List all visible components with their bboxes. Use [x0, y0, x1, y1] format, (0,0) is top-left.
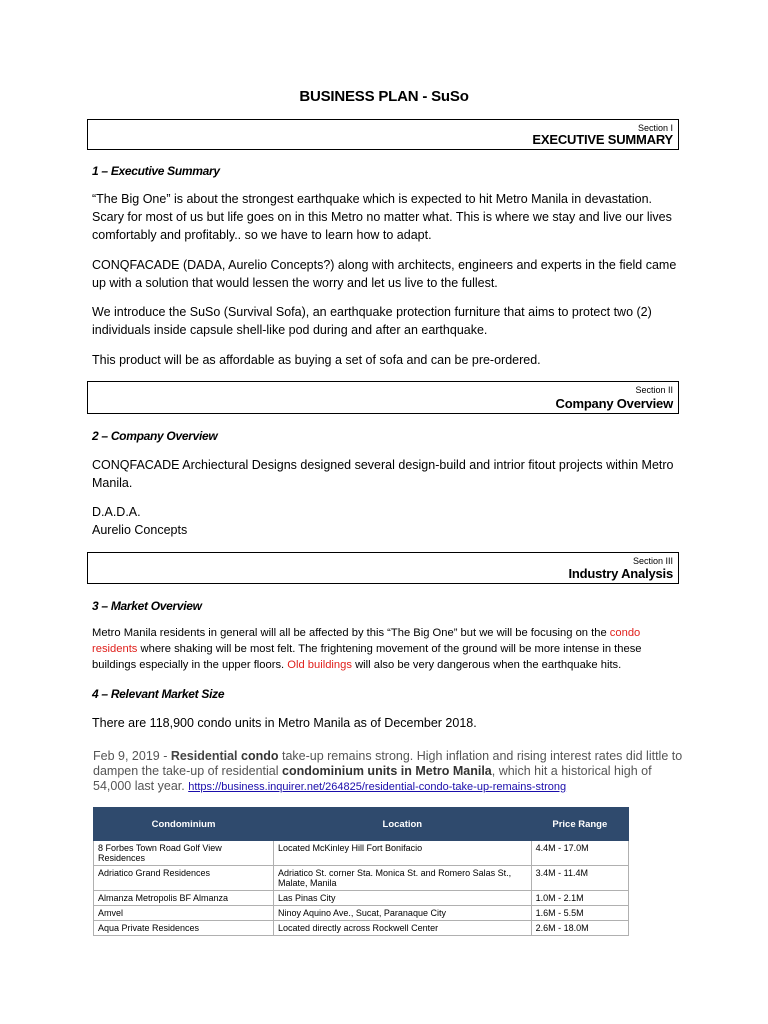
- news-snippet: Feb 9, 2019 - Residential condo take-up remains strong. High inflation and rising interest rates did little to dampen the take-up of residential condominium units in Metro Manila, which hit a historical high of 54,000 last year. https://business.inquirer.net/264825/residential-condo-take-up-remains-strong: [93, 749, 683, 793]
- table-cell: 2.6M - 18.0M: [531, 921, 628, 936]
- table-cell: 4.4M - 17.0M: [531, 841, 628, 866]
- page-title: BUSINESS PLAN - SuSo: [299, 88, 469, 105]
- table-cell: 1.6M - 5.5M: [531, 906, 628, 921]
- table-cell: Adriatico Grand Residences: [94, 866, 274, 891]
- table-row: [94, 866, 629, 891]
- highlight-text: Old buildings: [287, 659, 352, 671]
- table-row: [94, 891, 629, 906]
- table-cell: 8 Forbes Town Road Golf View Residences: [94, 841, 274, 866]
- section-heading: 3 – Market Overview: [92, 599, 202, 613]
- column-header: Condominium: [94, 808, 274, 841]
- table-cell: Located McKinley Hill Fort Bonifacio: [274, 841, 532, 866]
- table-row: [94, 906, 629, 921]
- table-cell: Ninoy Aquino Ave., Sucat, Paranaque City: [274, 906, 532, 921]
- table-cell: Amvel: [94, 906, 274, 921]
- section-heading: 1 – Executive Summary: [92, 164, 220, 178]
- table-cell: 1.0M - 2.1M: [531, 891, 628, 906]
- paragraph: CONQFACADE (DADA, Aurelio Concepts?) along with architects, engineers and experts in the field came up with a solution that would lessen the worry and let us live to the fullest.: [92, 258, 677, 290]
- section-heading: 4 – Relevant Market Size: [92, 687, 225, 701]
- table-cell: Almanza Metropolis BF Almanza: [94, 891, 274, 906]
- section-number: Section I: [637, 123, 673, 133]
- section-header-2: [87, 381, 679, 414]
- section-number: Section III: [632, 556, 673, 566]
- section-header-3: [87, 552, 679, 584]
- paragraph: We introduce the SuSo (Survival Sofa), an earthquake protection furniture that aims to protect two (2) individuals inside capsule shell-like pod during and after an earthquake.: [92, 305, 652, 337]
- paragraph: CONQFACADE Archiectural Designs designed several design-build and intrior fitout projects within Metro Manila.: [92, 458, 674, 490]
- table-cell: Las Pinas City: [274, 891, 532, 906]
- paragraph: Metro Manila residents in general will all be affected by this “The Big One” but we will be focusing on the condo residents where shaking will be most felt. The frightening movement of the ground will be more intense in these buildings especially in the upper floors. Old buildings will also be very dangerous when the earthquake hits.: [92, 627, 642, 671]
- table-cell: Adriatico St. corner Sta. Monica St. and Romero Salas St., Malate, Manila: [274, 866, 532, 891]
- highlight-text: condo residents: [92, 627, 641, 655]
- paragraph: This product will be as affordable as buying a set of sofa and can be pre-ordered.: [92, 353, 541, 367]
- table-cell: Aqua Private Residences: [94, 921, 274, 936]
- table-row: [94, 921, 629, 936]
- table-row: [94, 841, 629, 866]
- section-name: Company Overview: [555, 396, 673, 411]
- section-name: EXECUTIVE SUMMARY: [532, 132, 673, 147]
- paragraph: “The Big One” is about the strongest earthquake which is expected to hit Metro Manila in devastation. Scary for most of us but life goes on in this Metro no matter what. This is where we stay and live our lives comfortably and profitably.. so we have to learn how to adapt.: [92, 192, 672, 242]
- condo-table: [93, 807, 629, 936]
- table-cell: 3.4M - 11.4M: [531, 866, 628, 891]
- paragraph: There are 118,900 condo units in Metro Manila as of December 2018.: [92, 716, 477, 730]
- column-header: Location: [274, 808, 532, 841]
- section-heading: 2 – Company Overview: [92, 429, 218, 443]
- table-header-row: [94, 808, 629, 841]
- column-header: Price Range: [531, 808, 628, 841]
- table-cell: Located directly across Rockwell Center: [274, 921, 532, 936]
- source-link[interactable]: https://business.inquirer.net/264825/residential-condo-take-up-remains-strong: [188, 781, 567, 793]
- section-name: Industry Analysis: [568, 566, 673, 581]
- paragraph: Aurelio Concepts: [92, 523, 188, 537]
- section-header-1: [87, 119, 679, 150]
- section-number: Section II: [635, 385, 673, 395]
- paragraph: D.A.D.A.: [92, 505, 141, 519]
